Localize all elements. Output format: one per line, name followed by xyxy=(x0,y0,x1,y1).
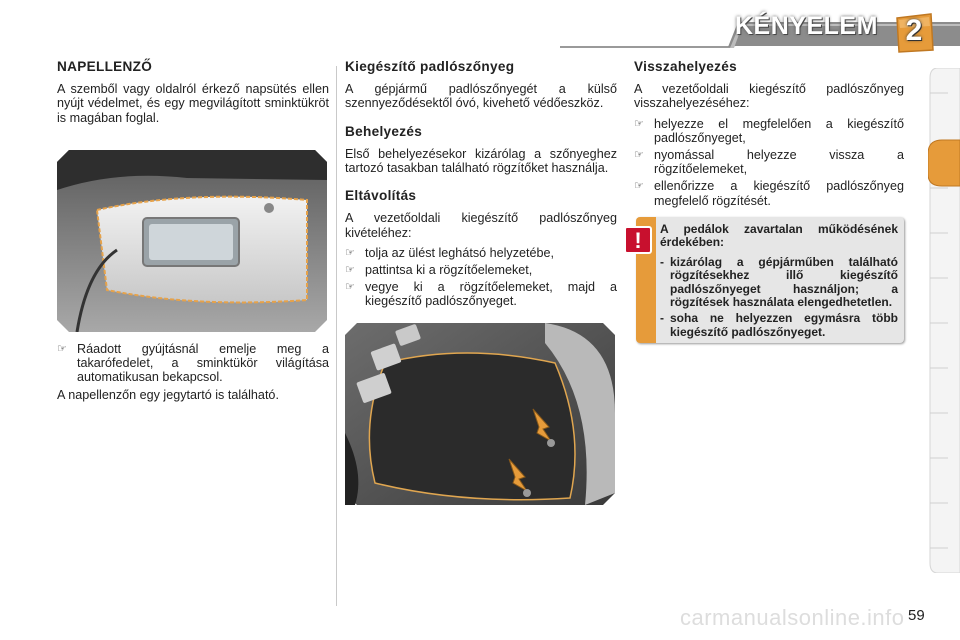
bullet-text: Ráadott gyújtásnál emelje meg a takarófedelet, a sminktükör világítása automatikusan bekapcsol. xyxy=(77,342,329,385)
intro-text: A szemből vagy oldalról érkező napsütés ellen nyújt védelmet, és egy megvilágított sminktükröt is magában foglal. xyxy=(57,82,329,125)
note-text: A napellenzőn egy jegytartó is található. xyxy=(57,387,279,402)
intro-text: A gépjármű padlószőnyegét a külső szennyeződésektől óvó, kivehető védőeszköz. xyxy=(345,82,617,111)
warning-content xyxy=(660,223,898,342)
section-heading: NAPELLENZŐ xyxy=(57,59,153,74)
pointer-icon: ☞ xyxy=(634,149,644,162)
warning-item xyxy=(660,312,898,339)
bullet-item xyxy=(345,280,617,308)
pointer-icon: ☞ xyxy=(634,180,644,193)
floor-mat-illustration xyxy=(345,323,615,505)
watermark: carmanualsonline.info xyxy=(680,605,905,630)
floor-mat-section xyxy=(345,60,617,312)
warning-item-text: soha ne helyezzen egymásra több kiegészítő padlószőnyeget. xyxy=(670,311,898,339)
sun-visor-illustration xyxy=(57,150,327,332)
dash-marker: - xyxy=(660,311,664,326)
pointer-icon: ☞ xyxy=(345,281,355,294)
chapter-title: KÉNYELEM xyxy=(735,12,878,40)
section-heading: Visszahelyezés xyxy=(634,59,737,74)
warning-item-text: kizárólag a gépjárműben található rögzítésekhez illő kiegészítő padlószőnyeget használjon; a rögzítések használata elengedhetetlen. xyxy=(670,254,898,310)
pointer-icon: ☞ xyxy=(345,246,355,259)
insert-text: Első behelyezésekor kizárólag a szőnyeghez tartozó tasakban található rögzítőket használja. xyxy=(345,146,617,176)
pointer-icon: ☞ xyxy=(634,117,644,130)
chapter-number: 2 xyxy=(905,14,923,47)
page-number: 59 xyxy=(908,607,925,624)
bullet-item xyxy=(634,148,904,176)
pointer-icon: ☞ xyxy=(345,264,355,277)
warning-item xyxy=(660,256,898,310)
sun-visor-notes xyxy=(57,342,329,408)
warning-title: A pedálok zavartalan működésének érdekében: xyxy=(660,222,898,250)
subsection-heading: Eltávolítás xyxy=(345,188,417,204)
intro-text: A vezetőoldali kiegészítő padlószőnyeg visszahelyezéséhez: xyxy=(634,82,904,111)
bullet-text: nyomással helyezze vissza a rögzítőelemeket, xyxy=(654,148,904,177)
bullet-text: tolja az ülést leghátsó helyzetébe, xyxy=(365,245,555,260)
bullet-item xyxy=(57,342,329,385)
bullet-item xyxy=(634,117,904,145)
refit-section xyxy=(634,60,904,211)
pointer-icon: ☞ xyxy=(57,343,67,355)
bullet-text: vegye ki a rögzítőelemeket, majd a kiegészítő padlószőnyeget. xyxy=(365,280,617,309)
warning-icon-glyph: ! xyxy=(634,228,642,253)
bullet-text: ellenőrizze a kiegészítő padlószőnyeg megfelelő rögzítését. xyxy=(654,179,904,208)
bullet-item xyxy=(345,263,617,277)
bullet-text: helyezze el megfelelően a kiegészítő padlószőnyeget, xyxy=(654,116,904,145)
section-heading: Kiegészítő padlószőnyeg xyxy=(345,59,515,74)
chapter-side-tabs xyxy=(928,68,960,573)
column-divider xyxy=(336,66,337,606)
bullet-item xyxy=(345,246,617,260)
sun-visor-section xyxy=(57,60,329,131)
subsection-heading: Behelyezés xyxy=(345,123,423,139)
bullet-text: pattintsa ki a rögzítőelemeket, xyxy=(365,263,533,278)
dash-marker: - xyxy=(660,254,664,269)
remove-text: A vezetőoldali kiegészítő padlószőnyeg kivételéhez: xyxy=(345,211,617,240)
bullet-item xyxy=(634,179,904,207)
warning-icon xyxy=(624,226,652,254)
